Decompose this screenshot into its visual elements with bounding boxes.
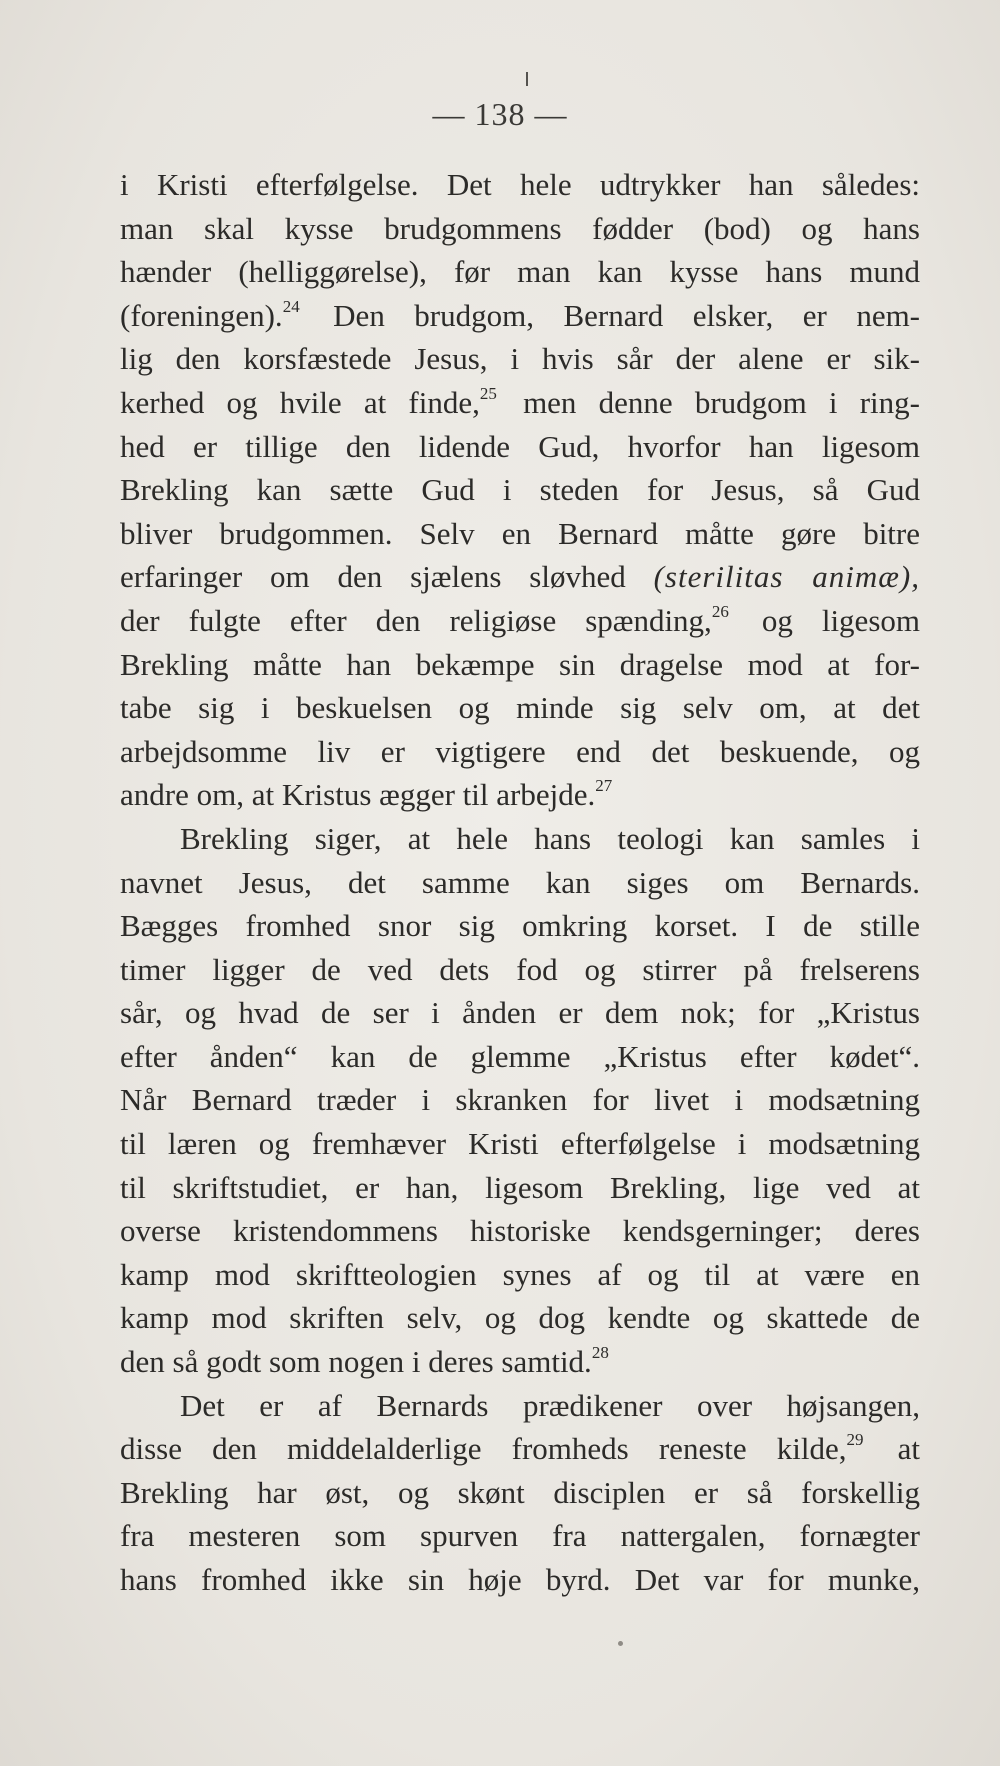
text-line-10: erfaringer om den sjælens sløvhed (sterilitas animæ), (120, 559, 921, 595)
footnote-ref-24: 24 (282, 296, 300, 316)
text-line-19: timer ligger de ved dets fod og stirrer på frelserens (120, 951, 920, 987)
text-line-20: sår, og hvad de ser i ånden er dem nok; for „Kristus (120, 995, 920, 1031)
text-line-26: kamp mod skriftteologien synes af og til at være en (120, 1256, 920, 1292)
text-line-25: overse kristendommens historiske kendsgerninger; deres (120, 1213, 920, 1249)
text-line-29: Det er af Bernards prædikener over højsangen, (180, 1387, 920, 1423)
text-line-23: til læren og fremhæver Kristi efterfølgelse i modsætning (120, 1126, 920, 1162)
text-line-15: andre om, at Kristus ægger til arbejde.$^{27}$ (120, 776, 613, 813)
text-line-5: lig den korsfæstede Jesus, i hvis sår der alene er sik- (120, 341, 920, 377)
latin-phrase: (sterilitas animæ), (653, 559, 921, 595)
text-line-9: bliver brudgommen. Selv en Bernard måtte gøre bitre (120, 515, 920, 551)
text-line-27: kamp mod skriften selv, og dog kendte og skattede de (120, 1300, 920, 1336)
text-line-22: Når Bernard træder i skranken for livet i modsætning (120, 1082, 920, 1118)
text-line-4: (foreningen).$^{24}$ Den brudgom, Bernard elsker, er nem- (120, 296, 921, 333)
print-mark (526, 72, 528, 86)
text-line-31: Brekling har øst, og skønt disciplen er så forskellig (120, 1474, 920, 1510)
text-line-2: man skal kysse brudgommens fødder (bod) og hans (120, 210, 920, 246)
footnote-ref-25: 25 (479, 383, 497, 403)
text-line-13: tabe sig i beskuelsen og minde sig selv om, at det (120, 690, 920, 726)
text-line-24: til skriftstudiet, er han, ligesom Brekling, lige ved at (120, 1169, 920, 1205)
body-text (120, 163, 920, 1602)
text-line-21: efter ånden“ kan de glemme „Kristus efter kødet“. (120, 1038, 920, 1074)
text-line-1: i Kristi efterfølgelse. Det hele udtrykker han således: (120, 167, 920, 202)
text-line-17: navnet Jesus, det samme kan siges om Bernards. (120, 864, 920, 900)
page-number: — 138 — (432, 96, 568, 132)
text-line-18: Bægges fromhed snor sig omkring korset. I de stille (120, 908, 920, 944)
text-line-16: Brekling siger, at hele hans teologi kan samles i (180, 820, 920, 856)
text-line-33: hans fromhed ikke sin høje byrd. Det var for munke, (120, 1562, 920, 1597)
text-line-30: disse den middelalderlige fromheds reneste kilde,$^{29}$ at (120, 1430, 920, 1467)
footnote-ref-27: 27 (595, 776, 613, 796)
text-line-32: fra mesteren som spurven fra nattergalen, fornægter (120, 1518, 920, 1554)
text-line-11: der fulgte efter den religiøse spænding,$^{26}$ og ligesom (120, 601, 920, 638)
text-line-8: Brekling kan sætte Gud i steden for Jesus, så Gud (120, 472, 920, 508)
text-line-3: hænder (helliggørelse), før man kan kysse hans mund (120, 254, 920, 290)
footnote-ref-29: 29 (846, 1430, 864, 1450)
text-line-12: Brekling måtte han bekæmpe sin dragelse mod at for- (120, 646, 920, 682)
text-line-28: den så godt som nogen i deres samtid.$^{28}$ (120, 1343, 609, 1380)
text-line-14: arbejdsomme liv er vigtigere end det beskuende, og (120, 733, 920, 769)
text-line-7: hed er tillige den lidende Gud, hvorfor han ligesom (120, 428, 920, 464)
paper-speck (618, 1641, 623, 1646)
text-line-6: kerhed og hvile at finde,$^{25}$ men denne brudgom i ring- (120, 383, 920, 420)
footnote-ref-26: 26 (711, 601, 729, 621)
footnote-ref-28: 28 (591, 1343, 609, 1363)
